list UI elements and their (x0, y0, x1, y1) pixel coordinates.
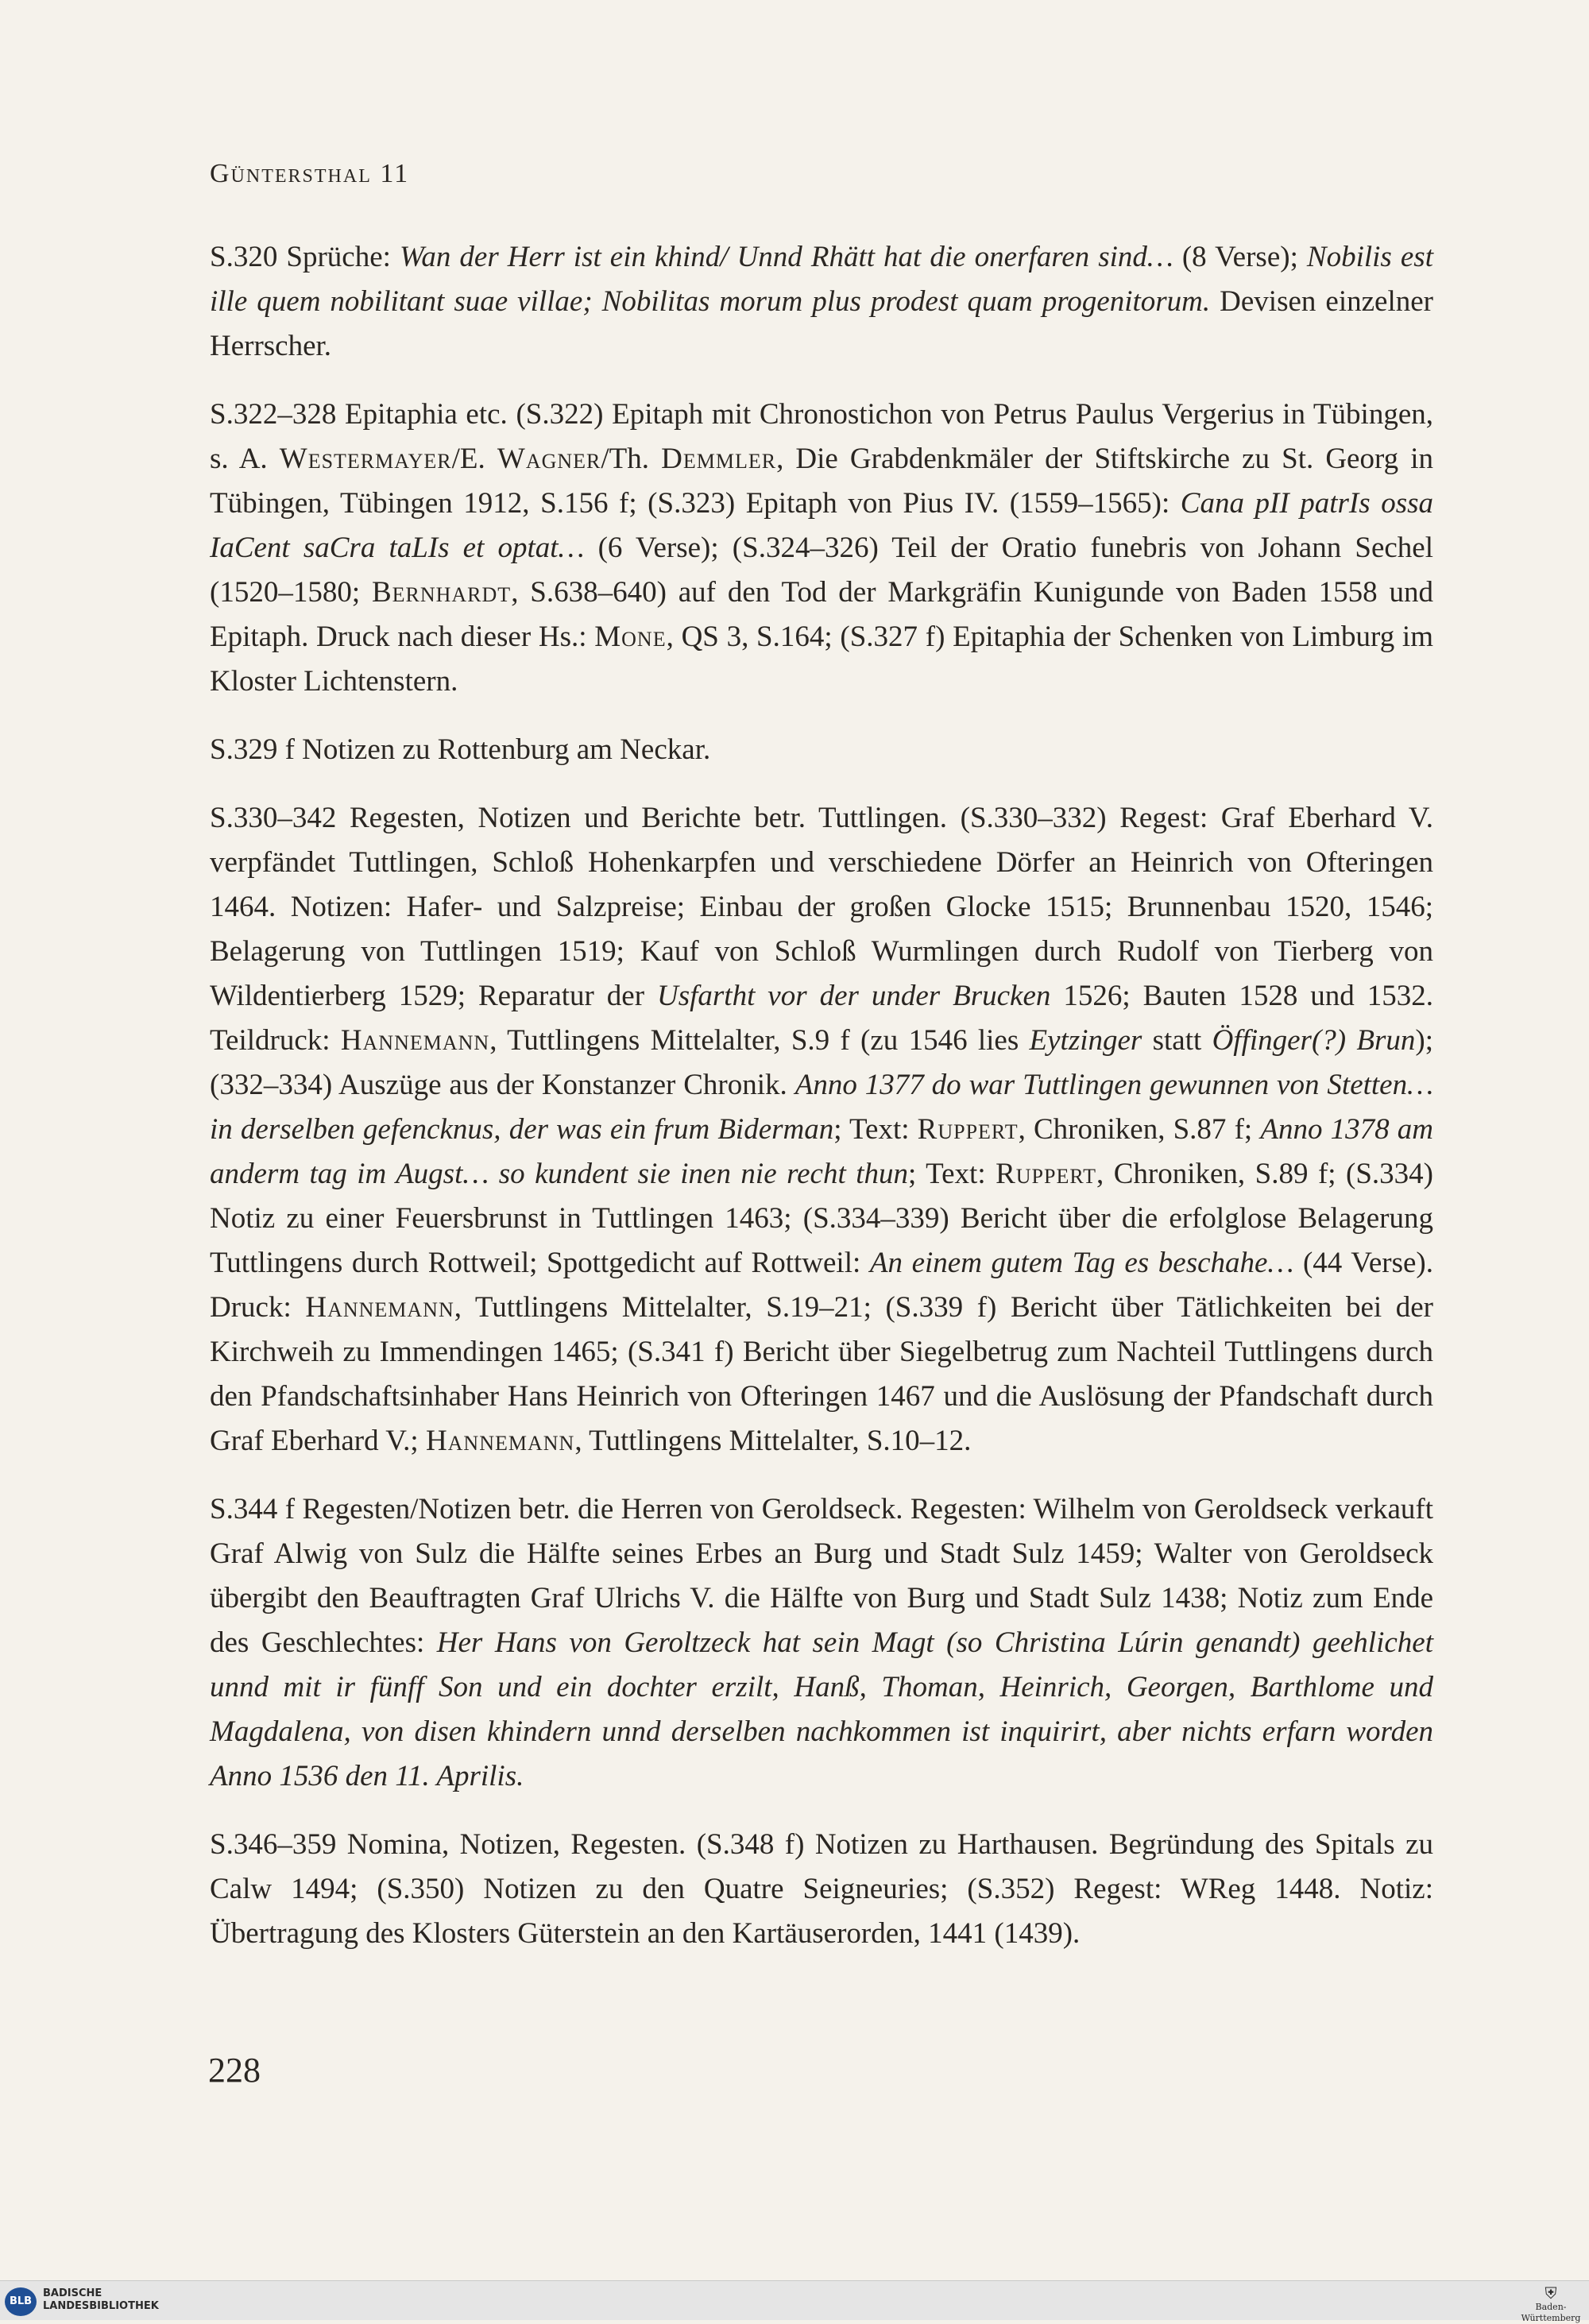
entry-list (210, 235, 1433, 1980)
author-name: Ruppert (917, 1113, 1019, 1146)
entry (210, 392, 1433, 704)
italic-quote: Öffinger(?) Brun (1212, 1024, 1416, 1057)
page-number: 228 (208, 2051, 261, 2090)
viewer-footer (0, 2280, 1589, 2323)
entry-text: , Die Grabdenkmäler der Stiftskirche zu St. Georg in Tübingen, Tübingen 1912, S.156 f; (S.323) Epitaph von Pius IV. (1559–1565): (210, 443, 1434, 520)
entry-text: , QS 3, S.164; (S.327 f) Epitaphia der Schenken von Limburg im Kloster Lichtenstern. (210, 621, 1433, 698)
entry-text: , Tuttlingens Mittelalter, S.9 f (zu 1546 lies (489, 1024, 1030, 1057)
state-name: Baden-Württemberg (1521, 2302, 1581, 2323)
entry-text: S.322–328 Epitaphia etc. (S.322) Epitaph mit Chronostichon von Petrus Paulus Vergerius in Tübingen, s. A. (210, 398, 1433, 475)
coat-of-arms-icon: ⛨ (1545, 2283, 1557, 2303)
entry-text: (6 Verse); (S.324–326) Teil der Oratio funebris von Johann Sechel (1520–1580; (210, 532, 1433, 609)
entry-text: /Th. (601, 443, 662, 475)
entry-text: statt (1142, 1024, 1212, 1057)
entry (210, 235, 1433, 369)
entry-text: 1526; Bauten 1528 und 1532. Teildruck: (210, 980, 1433, 1057)
entry (210, 728, 1433, 772)
entry-text: ; Text: (908, 1158, 996, 1190)
entry-text: (44 Verse). Druck: (210, 1247, 1433, 1324)
library-name (43, 2287, 159, 2313)
author-name: Wagner (497, 443, 601, 475)
author-name: Ruppert (996, 1158, 1096, 1190)
entry-text: Devisen einzelner Herrscher. (210, 285, 1433, 362)
author-name: Hannemann (425, 1425, 575, 1457)
author-name: Westermayer (279, 443, 452, 475)
entry-text: , S.638–640) auf den Tod der Markgräfin Kunigunde von Baden 1558 und Epitaph. Druck nach dieser Hs.: (210, 576, 1434, 653)
italic-quote: Usfartht vor der under Brucken (657, 980, 1051, 1012)
library-name-line1: BADISCHE (43, 2287, 102, 2299)
italic-quote: Cana pII patrIs ossa IaCent saCra taLIs et optat… (210, 487, 1433, 564)
author-name: Demmler (661, 443, 777, 475)
entry-text: /E. (451, 443, 497, 475)
entry-text: S.320 Sprüche: (210, 241, 400, 273)
entry-text: (8 Verse); (1173, 241, 1307, 273)
entry (210, 1487, 1433, 1799)
italic-quote: Anno 1377 do war Tuttlingen gewunnen von Stetten… in derselben gefencknus, der was ein frum Biderman (210, 1069, 1433, 1146)
entry-text: , Chroniken, S.87 f; (1018, 1113, 1261, 1146)
italic-quote: Anno 1378 am anderm tag im Augst… so kundent sie inen nie recht thun (210, 1113, 1433, 1190)
entry-text: S.344 f Regesten/Notizen betr. die Herren von Geroldseck. Regesten: Wilhelm von Geroldseck verkauft Graf Alwig von Sulz die Hälfte seines Erbes an Burg und Stadt Sulz 1459; Walter von Geroldseck übergibt den Beauftragten Graf Ulrichs V. die Hälfte von Burg und Stadt Sulz 1438; Notiz zum Ende des Geschlechtes: (210, 1493, 1433, 1659)
entry-text: S.329 f Notizen zu Rottenburg am Neckar. (210, 733, 711, 766)
italic-quote: Eytzinger (1029, 1024, 1142, 1057)
entry (210, 1823, 1433, 1956)
entry (210, 796, 1433, 1464)
italic-quote: Her Hans von Geroltzeck hat sein Magt (so Christina Lúrin genandt) geehlichet unnd mit ir fünff Son und ein dochter erzilt, Hanß, Thoman, Heinrich, Georgen, Barthlome und Magdalena, von disen khindern unnd derselben nachkommen ist inquirirt, aber nichts erfarn worden Anno 1536 den 11. Aprilis. (210, 1626, 1433, 1792)
library-name-line2: LANDESBIBLIOTHEK (43, 2300, 159, 2312)
entry-text: S.346–359 Nomina, Notizen, Regesten. (S.348 f) Notizen zu Harthausen. Begründung des Spitals zu Calw 1494; (S.350) Notizen zu den Quatre Seigneuries; (S.352) Regest: WReg 1448. Notiz: Übertragung des Klosters Güterstein an den Kartäuserorden, 1441 (1439). (210, 1828, 1433, 1950)
entry-text: ; Text: (833, 1113, 918, 1146)
entry-text: , Chroniken, S.89 f; (S.334) Notiz zu einer Feuersbrunst in Tuttlingen 1463; (S.334–339) Bericht über die erfolglose Belagerung Tuttlingens durch Rottweil; Spottgedicht auf Rottweil: (210, 1158, 1433, 1279)
entry-text: , Tuttlingens Mittelalter, S.10–12. (574, 1425, 972, 1457)
running-head: Güntersthal 11 (210, 159, 410, 188)
state-emblem (1519, 2284, 1583, 2324)
entry-text: , Tuttlingens Mittelalter, S.19–21; (S.339 f) Bericht über Tätlichkeiten bei der Kirchweih zu Immendingen 1465; (S.341 f) Bericht über Siegelbetrug zum Nachteil Tuttlingens durch den Pfandschaftsinhaber Hans Heinrich von Ofteringen 1467 und die Auslösung der Pfandschaft durch Graf Eberhard V.; (210, 1291, 1433, 1457)
author-name: Hannemann (305, 1291, 454, 1324)
italic-quote: Nobilis est ille quem nobilitant suae villae; Nobilitas morum plus prodest quam progenitorum. (210, 241, 1433, 318)
italic-quote: Wan der Herr ist ein khind/ Unnd Rhätt hat die onerfaren sind… (399, 241, 1173, 273)
author-name: Hannemann (340, 1024, 490, 1057)
entry-text: ); (332–334) Auszüge aus der Konstanzer Chronik. (210, 1024, 1433, 1101)
italic-quote: An einem gutem Tag es beschahe… (869, 1247, 1294, 1279)
author-name: Mone (594, 621, 667, 653)
author-name: Bernhardt (371, 576, 512, 609)
entry-text: S.330–342 Regesten, Notizen und Berichte betr. Tuttlingen. (S.330–332) Regest: Graf Eberhard V. verpfändet Tuttlingen, Schloß Hohenkarpfen und verschiedene Dörfer an Heinrich von Ofteringen 1464. Notizen: Hafer- und Salzpreise; Einbau der großen Glocke 1515; Brunnenbau 1520, 1546; Belagerung von Tuttlingen 1519; Kauf von Schloß Wurmlingen durch Rudolf von Tierberg von Wildentierberg 1529; Reparatur der (210, 802, 1433, 1012)
blb-logo-icon[interactable]: BLB (5, 2287, 37, 2316)
